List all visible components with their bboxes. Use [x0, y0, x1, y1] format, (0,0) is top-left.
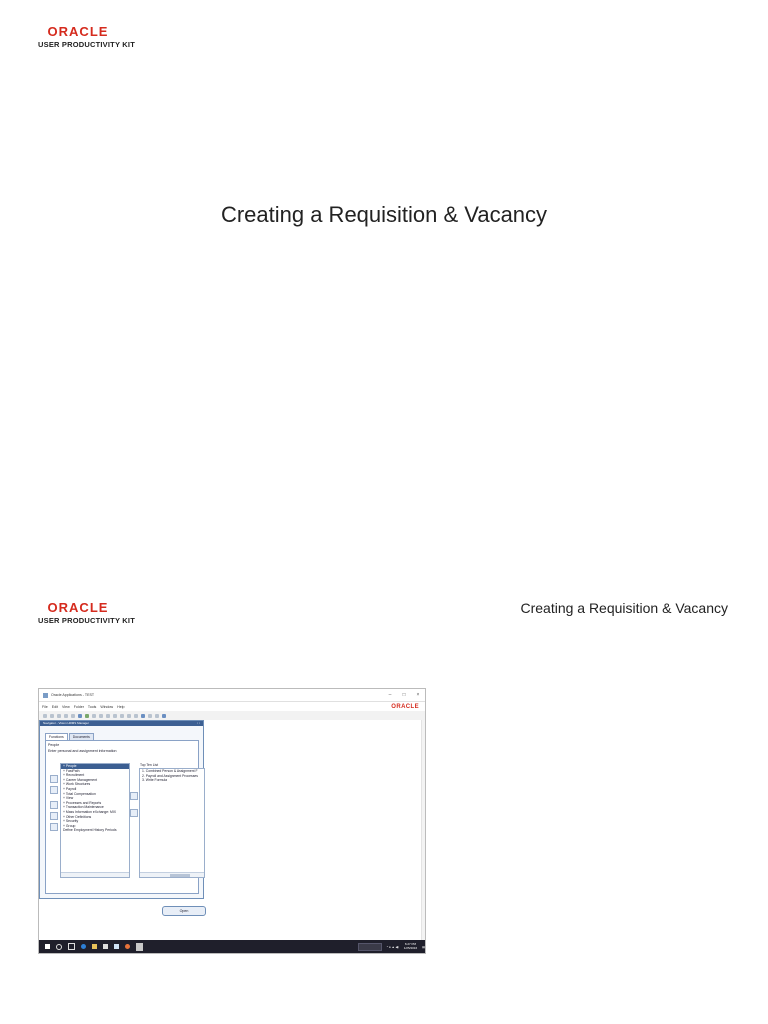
list-item[interactable]: + Work Structures: [63, 782, 91, 787]
navigator-window-controls[interactable]: ▫▫: [196, 721, 201, 725]
clear-icon[interactable]: [127, 714, 131, 718]
section-label: People: [48, 743, 60, 747]
menu-bar: [39, 702, 425, 711]
horizontal-scrollbar[interactable]: [61, 872, 129, 877]
list-item[interactable]: + Transaction Maintenance: [63, 805, 104, 810]
collapse-all-icon[interactable]: [50, 823, 58, 831]
add-to-top-ten-icon[interactable]: [130, 792, 138, 800]
find-icon[interactable]: [78, 714, 82, 718]
java-app-icon[interactable]: [136, 943, 143, 951]
oracle-brand-text: ORACLE: [47, 600, 109, 615]
expand-all-icon[interactable]: [50, 812, 58, 820]
oracle-apps-screenshot: [38, 688, 426, 954]
top-ten-label: Top Ten List: [140, 763, 159, 767]
paste-icon[interactable]: [120, 714, 124, 718]
app-icon: [43, 693, 48, 698]
minimize-icon[interactable]: –: [388, 692, 392, 698]
list-item[interactable]: + People: [61, 764, 129, 769]
list-item[interactable]: 1. Combined Person & Assignment F: [142, 769, 198, 773]
remove-from-top-ten-icon[interactable]: [130, 809, 138, 817]
oracle-brand-text: ORACLE: [47, 24, 109, 39]
new-record-icon[interactable]: [92, 714, 96, 718]
list-item[interactable]: + Recruitment: [63, 773, 85, 778]
slide-title: Creating a Requisition & Vacancy: [220, 202, 548, 227]
firefox-icon[interactable]: [125, 944, 130, 949]
menu-window[interactable]: Window: [100, 704, 114, 709]
search-icon[interactable]: [56, 944, 62, 950]
menu-tools[interactable]: Tools: [87, 704, 97, 709]
attachment-icon[interactable]: [141, 714, 145, 718]
clock-time: 6:27 PM: [404, 941, 417, 946]
functions-panel: [45, 740, 199, 913]
mail-icon[interactable]: [114, 944, 119, 949]
list-item[interactable]: + Security: [63, 819, 79, 824]
desktop-area: [39, 720, 425, 940]
page-header-title: Creating a Requisition & Vacancy: [520, 600, 728, 616]
tab-functions[interactable]: Functions: [45, 733, 68, 740]
save-icon[interactable]: [50, 714, 54, 718]
help-icon[interactable]: [162, 714, 166, 718]
navigator-title: Navigator - Vision HRMS Manager: [43, 721, 89, 725]
copy-icon[interactable]: [113, 714, 117, 718]
delete-icon[interactable]: [99, 714, 103, 718]
translate-icon[interactable]: [155, 714, 159, 718]
upk-subtitle: USER PRODUCTIVITY KIT: [38, 40, 135, 49]
windows-taskbar: [39, 940, 425, 953]
menu-help[interactable]: Help: [117, 704, 125, 709]
top-ten-controls: [130, 792, 137, 826]
oracle-upk-logo-header: [38, 600, 138, 625]
list-item[interactable]: + Total Compensation: [63, 791, 96, 796]
navigator-window: [39, 720, 204, 913]
top-ten-list[interactable]: [139, 768, 205, 878]
list-item[interactable]: Define Employment History Periods: [63, 828, 117, 833]
store-icon[interactable]: [103, 944, 108, 949]
menu-view[interactable]: View: [62, 704, 70, 709]
list-item[interactable]: + FastPath: [63, 768, 80, 773]
print-icon[interactable]: [57, 714, 61, 718]
task-view-icon[interactable]: [68, 943, 75, 950]
taskbar-clock[interactable]: [404, 943, 417, 950]
list-item[interactable]: 2. Payroll and Assignment Processes: [142, 773, 198, 778]
start-icon[interactable]: [45, 944, 50, 949]
tab-documents[interactable]: Documents: [69, 733, 94, 740]
list-item[interactable]: 3. Write Formula: [142, 778, 167, 783]
functions-list[interactable]: [60, 763, 130, 878]
menu-file[interactable]: File: [42, 704, 48, 709]
list-item[interactable]: + Processes and Reports: [63, 800, 102, 805]
navigator-titlebar: [40, 721, 203, 726]
list-item[interactable]: + Career Management: [63, 777, 98, 782]
scrollbar-thumb[interactable]: [170, 874, 190, 877]
navigator-icon[interactable]: [64, 714, 68, 718]
system-tray: [358, 943, 425, 951]
list-item[interactable]: + View: [63, 796, 74, 801]
upk-subtitle: USER PRODUCTIVITY KIT: [38, 616, 135, 625]
edge-browser-icon[interactable]: [81, 944, 86, 949]
vertical-scrollbar[interactable]: [421, 720, 425, 940]
clock-date: 1/25/2016: [403, 945, 418, 950]
expand-controls: [50, 775, 57, 834]
action-center-icon[interactable]: ▤: [422, 944, 425, 949]
cut-icon[interactable]: [106, 714, 110, 718]
menu-folder[interactable]: Folder: [73, 704, 84, 709]
collapse-icon[interactable]: [50, 786, 58, 794]
oracle-logo: ORACLE: [391, 703, 419, 710]
tray-app-icons[interactable]: [358, 943, 382, 951]
section-description: Enter personal and assignment information: [48, 749, 117, 753]
maximize-icon[interactable]: □: [402, 692, 406, 698]
file-explorer-icon[interactable]: [92, 944, 97, 949]
open-icon[interactable]: [43, 714, 47, 718]
navigator-tabs: [45, 733, 203, 740]
list-item[interactable]: + Mass Information eXchange: MIX: [63, 809, 117, 814]
close-icon[interactable]: ×: [416, 692, 420, 698]
window-title: Oracle Applications - TEST: [51, 693, 95, 697]
folder-icon[interactable]: [148, 714, 152, 718]
globe-icon[interactable]: [85, 714, 89, 718]
window-titlebar: [39, 689, 425, 702]
oracle-upk-logo: [38, 24, 138, 49]
zoom-icon[interactable]: [71, 714, 75, 718]
expand-branch-icon[interactable]: [50, 801, 58, 809]
menu-edit[interactable]: Edit: [51, 704, 58, 709]
list-item[interactable]: + Group: [63, 823, 76, 828]
open-button[interactable]: Open: [162, 906, 206, 916]
list-item[interactable]: + Other Definitions: [63, 814, 92, 819]
list-item[interactable]: + Payroll: [63, 786, 77, 791]
tray-notification-icons[interactable]: ^ ● ▲ ◀): [386, 944, 399, 949]
expand-icon[interactable]: [50, 775, 58, 783]
edit-icon[interactable]: [134, 714, 138, 718]
